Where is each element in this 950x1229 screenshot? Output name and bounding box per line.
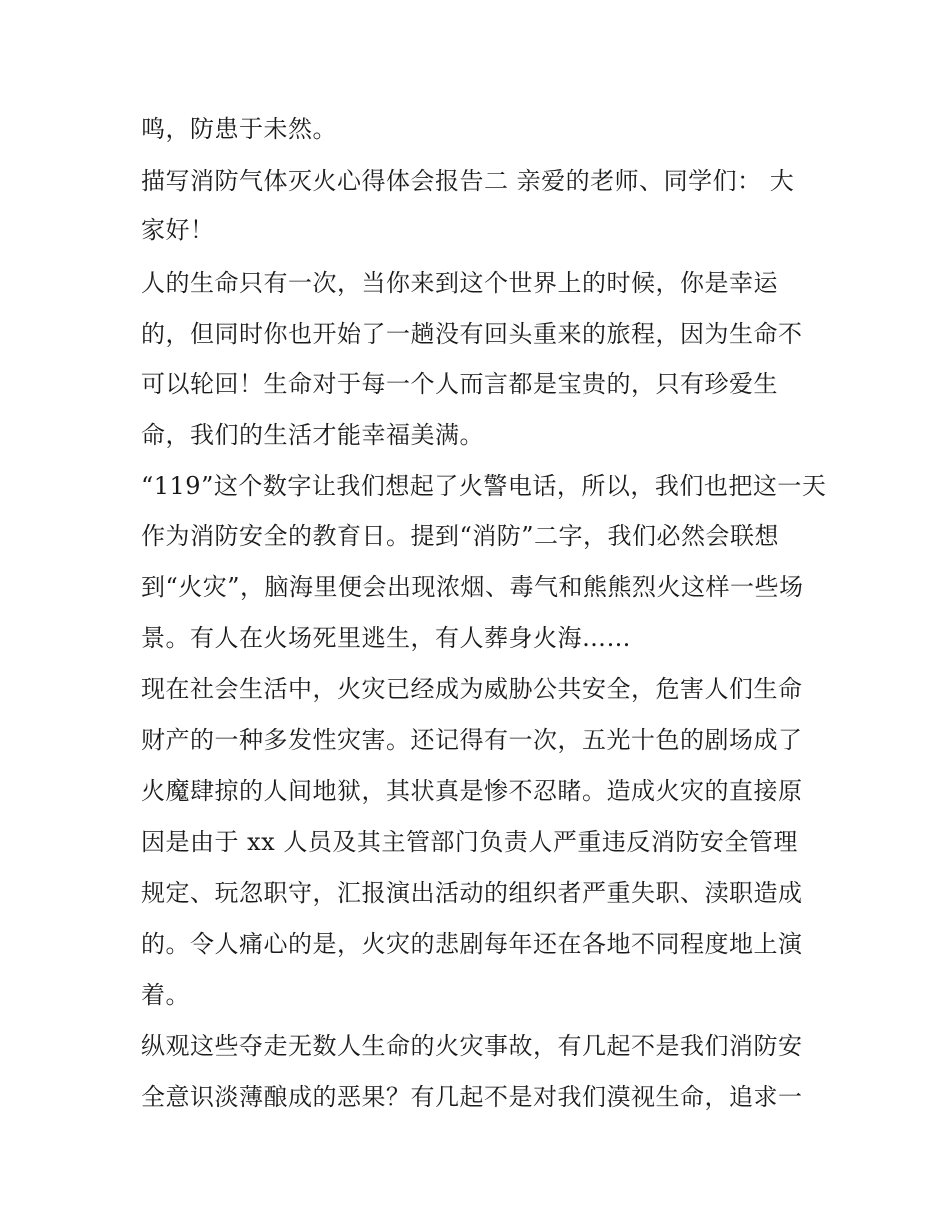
text-line: 人的生命只有一次，当你来到这个世界上的时候，你是幸运: [141, 269, 778, 297]
text-line: 因是由于 xx 人员及其主管部门负责人严重违反消防安全管理: [141, 828, 798, 856]
text-line: 描写消防气体灭火心得体会报告二 亲爱的老师、同学们： 大: [141, 167, 795, 195]
text-line: 的，但同时你也开始了一趟没有回头重来的旅程，因为生命不: [141, 320, 803, 348]
text-line: 纵观这些夺走无数人生命的火灾事故，有几起不是我们消防安: [141, 1032, 803, 1060]
text-line: “119”这个数字让我们想起了火警电话，所以，我们也把这一天: [141, 472, 827, 500]
text-line: 家好！: [141, 216, 215, 244]
text-line: 全意识淡薄酿成的恶果？有几起不是对我们漠视生命，追求一: [141, 1083, 803, 1111]
text-line: 火魔肆掠的人间地狱，其状真是惨不忍睹。造成火灾的直接原: [141, 777, 803, 805]
text-line: 现在社会生活中，火灾已经成为威胁公共安全，危害人们生命: [141, 675, 803, 703]
text-line: 的。令人痛心的是，火灾的悲剧每年还在各地不同程度地上演: [141, 930, 803, 958]
text-line: 可以轮回！生命对于每一个人而言都是宝贵的，只有珍爱生: [141, 370, 778, 398]
text-line: 到“火灾”，脑海里便会出现浓烟、毒气和熊熊烈火这样一些场: [141, 573, 804, 601]
text-line: 景。有人在火场死里逃生，有人葬身火海……: [141, 624, 631, 652]
text-line: 鸣，防患于未然。: [141, 115, 337, 143]
text-line: 规定、玩忽职守，汇报演出活动的组织者严重失职、渎职造成: [141, 879, 803, 907]
text-line: 作为消防安全的教育日。提到“消防”二字，我们必然会联想: [141, 522, 780, 550]
text-line: 着。: [141, 981, 190, 1009]
text-line: 命，我们的生活才能幸福美满。: [141, 421, 484, 449]
text-line: 财产的一种多发性灾害。还记得有一次，五光十色的剧场成了: [141, 726, 803, 754]
